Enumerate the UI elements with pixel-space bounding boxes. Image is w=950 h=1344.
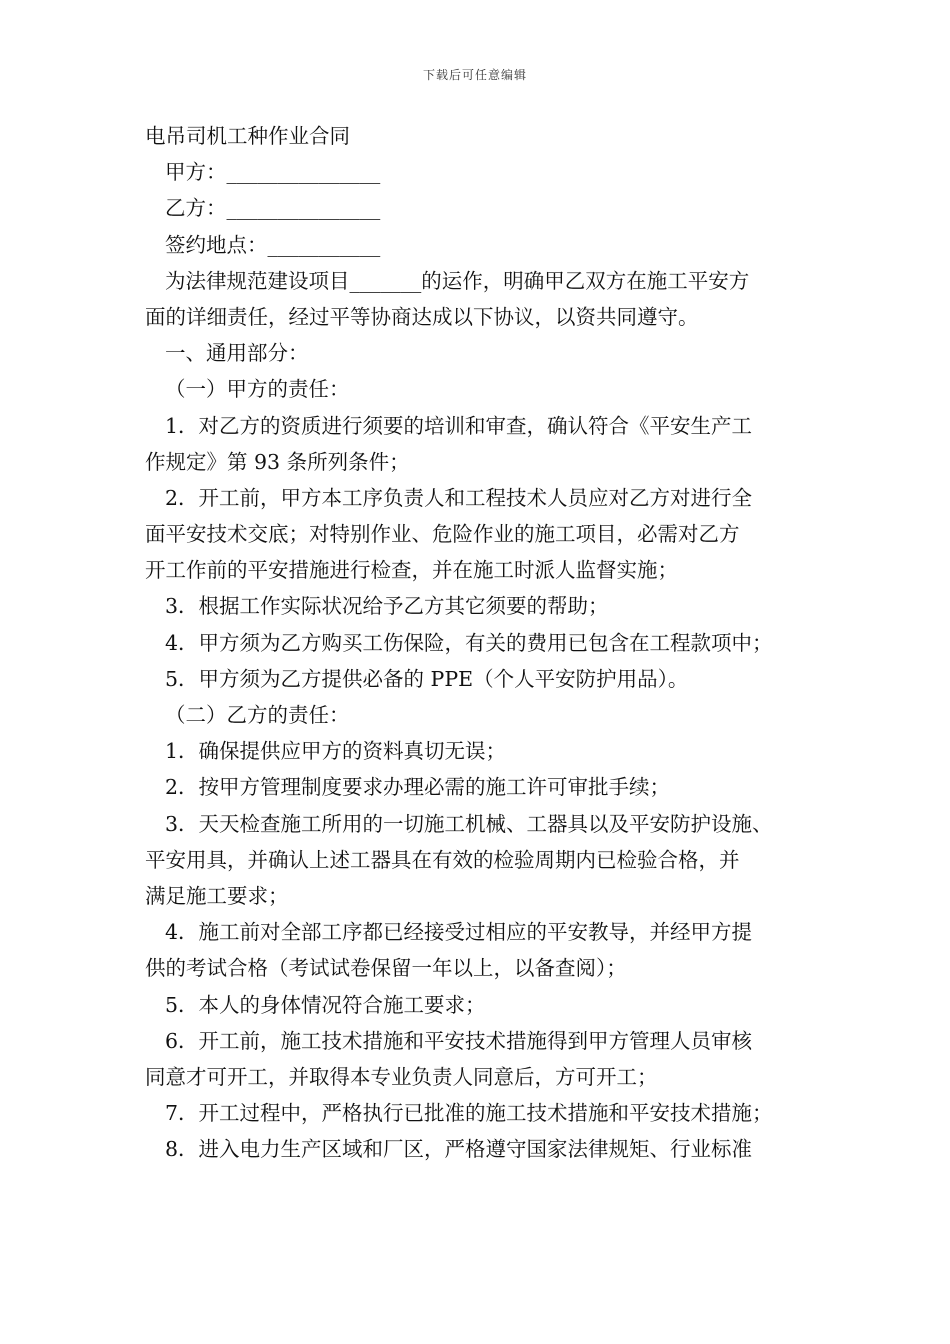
clause-line: 供的考试合格（考试试卷保留一年以上，以备查阅）； <box>145 956 627 981</box>
clause-line: 1．对乙方的资质进行须要的培训和审查，确认符合《平安生产工 <box>165 413 753 438</box>
clause-line: 满足施工要求； <box>145 883 289 908</box>
clause-line: 5．甲方须为乙方提供必备的 PPE（个人平安防护用品）。 <box>165 666 689 691</box>
clause-line: 6．开工前，施工技术措施和平安技术措施得到甲方管理人员审核 <box>165 1028 753 1053</box>
clause-line: 5．本人的身体情况符合施工要求； <box>165 992 486 1017</box>
clause-line: 8．进入电力生产区域和厂区，严格遵守国家法律规矩、行业标准 <box>165 1137 753 1162</box>
party-a-line: 甲方：_______________ <box>165 160 381 185</box>
clause-line: 2．按甲方管理制度要求办理必需的施工许可审批手续； <box>165 775 671 800</box>
preamble-line: 面的详细责任，经过平等协商达成以下协议，以资共同遵守。 <box>145 304 699 329</box>
subsection-heading: （一）甲方的责任： <box>165 377 350 402</box>
header-note: 下载后可任意编辑 <box>422 68 527 82</box>
clause-line: 开工作前的平安措施进行检查，并在施工时派人监督实施； <box>145 558 678 583</box>
section-heading: 一、通用部分： <box>165 341 309 366</box>
clause-line: 7．开工过程中，严格执行已批准的施工技术措施和平安技术措施； <box>165 1101 773 1126</box>
clause-line: 3．天天检查施工所用的一切施工机械、工器具以及平安防护设施、 <box>165 811 773 836</box>
preamble-line: 为法律规范建设项目_______的运作，明确甲乙双方在施工平安方 <box>165 268 750 293</box>
clause-line: 面平安技术交底；对特别作业、危险作业的施工项目，必需对乙方 <box>145 522 740 547</box>
clause-line: 作规定》第 93 条所列条件； <box>145 449 410 474</box>
clause-line: 同意才可开工，并取得本专业负责人同意后，方可开工； <box>145 1064 658 1089</box>
clause-line: 平安用具，并确认上述工器具在有效的检验周期内已检验合格，并 <box>145 847 740 872</box>
clause-line: 2．开工前，甲方本工序负责人和工程技术人员应对乙方对进行全 <box>165 485 753 510</box>
subsection-heading: （二）乙方的责任： <box>165 703 350 727</box>
clause-line: 1．确保提供应甲方的资料真切无误； <box>165 739 507 764</box>
document-title: 电吊司机工种作业合同 <box>145 124 350 148</box>
party-b-line: 乙方：_______________ <box>165 196 381 221</box>
clause-line: 4．甲方须为乙方购买工伤保险，有关的费用已包含在工程款项中； <box>165 630 773 655</box>
clause-line: 4．施工前对全部工序都已经接受过相应的平安教导，并经甲方提 <box>165 920 753 945</box>
clause-line: 3．根据工作实际状况给予乙方其它须要的帮助； <box>165 594 609 619</box>
signing-location-line: 签约地点：___________ <box>165 232 381 257</box>
document-body <box>145 118 825 1167</box>
